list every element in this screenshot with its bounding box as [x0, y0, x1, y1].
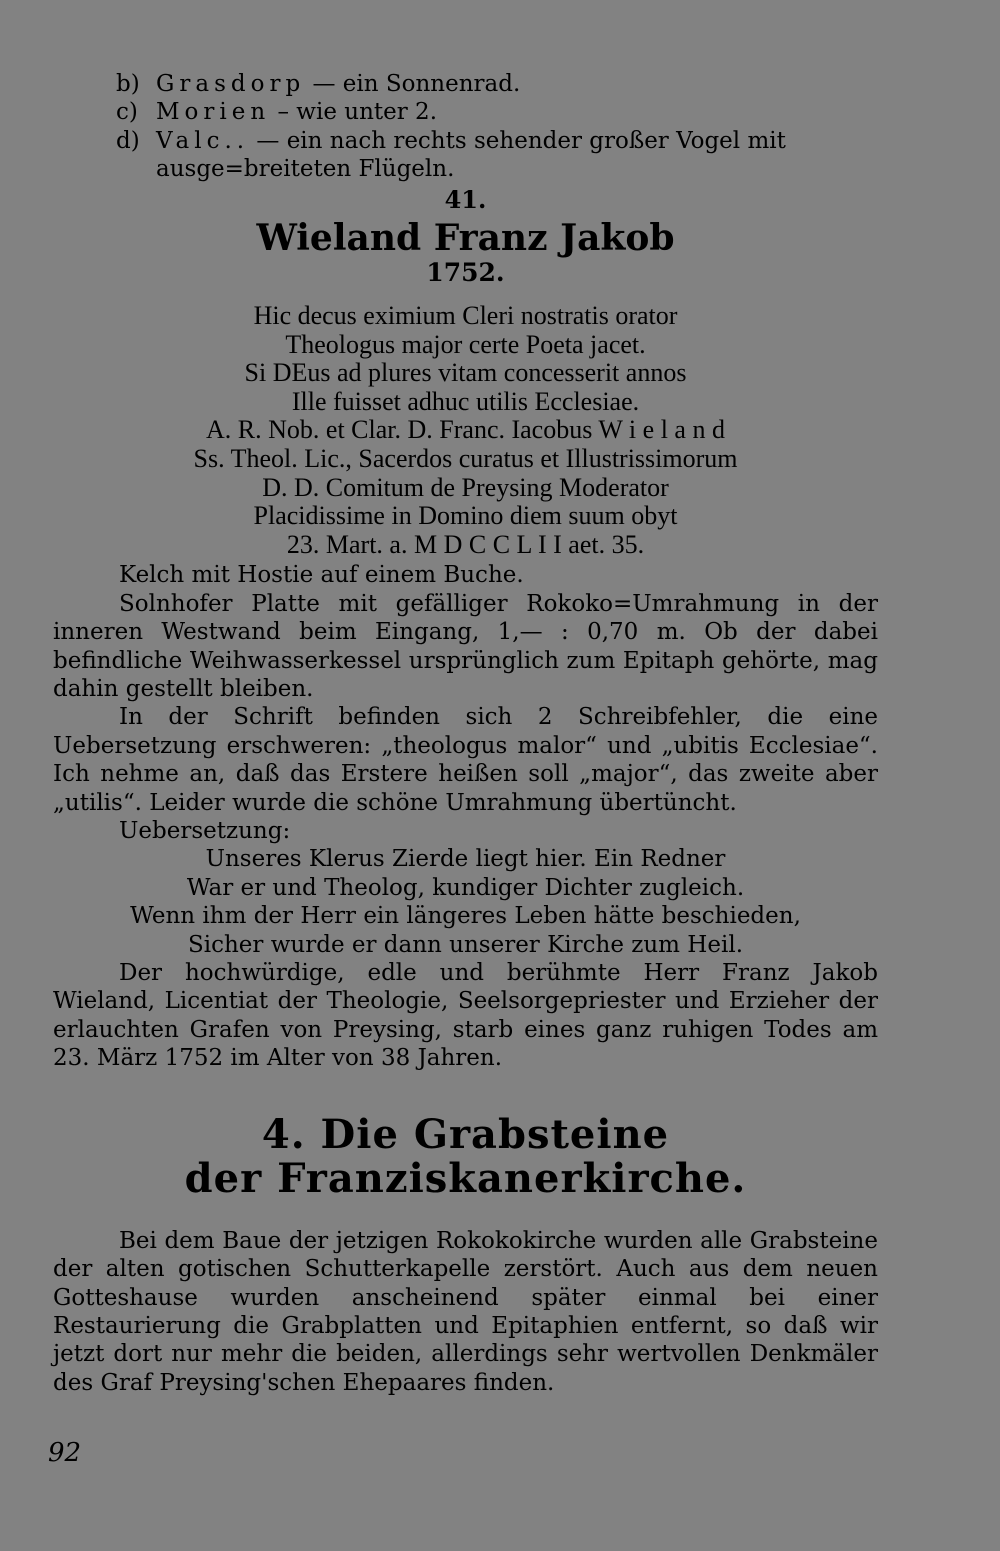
list-item-name: Valc..	[156, 127, 250, 154]
entry-number: 41.	[444, 184, 487, 214]
list-item-label: c)	[116, 99, 138, 126]
list-item-label: d)	[116, 127, 140, 154]
list-item-text: — ein Sonnenrad.	[305, 71, 521, 97]
inscription-line: Theologus major certe Poeta jacet.	[285, 329, 646, 359]
entry-title: Wieland Franz Jakob	[256, 217, 675, 260]
inscription-line: Placidissime in Domino diem suum obyt	[253, 501, 678, 531]
paragraph-section: Bei dem Baue der jetzigen Rokokokirche wurden alle Grabsteine der alten gotischen Schutterkapelle zerstört. Auch aus dem neuen Gotteshause wurden anscheinend später einmal bei einer Restaurierung die Grabplatten und Epitaphien entfernt, so daß wir jetzt dort nur mehr die beiden, allerdings sehr wertvollen Denkmäler des Graf Preysing'schen Ehepaares finden.	[53, 1227, 878, 1396]
inscription-line: Ss. Theol. Lic., Sacerdos curatus et Illustrissimorum	[193, 444, 738, 473]
section-heading-line: der Franziskanerkirche.	[184, 1154, 747, 1202]
entry-year: 1752.	[426, 258, 505, 288]
inscription-line: Ille fuisset adhuc utilis Ecclesiae.	[291, 386, 640, 416]
translation-label: Uebersetzung:	[119, 818, 291, 845]
paragraph-death: Der hochwürdige, edle und berühmte Herr Franz Jakob Wieland, Licentiat der Theologie, Seelsorgepriester und Erzieher der erlauchten Grafen von Preysing, starb eines ganz ruhigen Todes am 23. März 1752 im Alter von 38 Jahren.	[53, 960, 878, 1072]
list-item-label: b)	[116, 71, 140, 97]
inscription-line: Si DEus ad plures vitam concesserit annos	[244, 358, 687, 388]
chalice-description: Kelch mit Hostie auf einem Buche.	[119, 562, 524, 589]
poem-line: Wenn ihm der Herr ein längeres Leben hätte beschieden,	[130, 903, 801, 930]
inscription-line: D. D. Comitum de Preysing Moderator	[262, 472, 669, 502]
translation-poem	[53, 845, 878, 959]
page-number: 92	[48, 1438, 82, 1468]
list-item	[116, 70, 878, 98]
poem-line: Unseres Klerus Zierde liegt hier. Ein Redner	[205, 846, 726, 873]
list-item-text: – wie unter 2.	[270, 99, 438, 126]
inscription-line: A. R. Nob. et Clar. D. Franc. Iacobus W i e l a n d	[206, 415, 725, 445]
paragraph-plate: Solnhofer Platte mit gefälliger Rokoko=Umrahmung in der inneren Westwand beim Eingang, 1,— : 0,70 m. Ob der dabei befindliche Weihwasserkessel ursprünglich zum Epitaph gehörte, mag dahin gestellt bleiben.	[53, 590, 878, 702]
inscription-line: 23. Mart. a. M D C C L I I aet. 35.	[286, 529, 645, 559]
list-item-name: Morien	[156, 99, 271, 126]
section-heading	[53, 1110, 878, 1202]
list-item-name: Grasdorp	[156, 71, 306, 97]
list-item-text: — ein nach rechts sehender großer Vogel mit ausge=breiteten Flügeln.	[156, 127, 786, 183]
list-item	[116, 127, 878, 184]
inscription-line: Hic decus eximium Cleri nostratis orator	[253, 301, 678, 331]
list-item	[116, 98, 878, 126]
location-list	[116, 70, 878, 184]
poem-line: War er und Theolog, kundiger Dichter zugleich.	[186, 874, 745, 901]
poem-line: Sicher wurde er dann unserer Kirche zum Heil.	[188, 931, 743, 958]
latin-inscription	[53, 302, 878, 559]
section-heading-line: 4. Die Grabsteine	[261, 1110, 670, 1158]
paragraph-errors: In der Schrift befinden sich 2 Schreibfehler, die eine Uebersetzung erschweren: „theologus malor“ und „ubitis Ecclesiae“. Ich nehme an, daß das Erstere heißen soll „major“, das zweite aber „utilis“. Leider wurde die schöne Umrahmung übertüncht.	[53, 704, 878, 816]
